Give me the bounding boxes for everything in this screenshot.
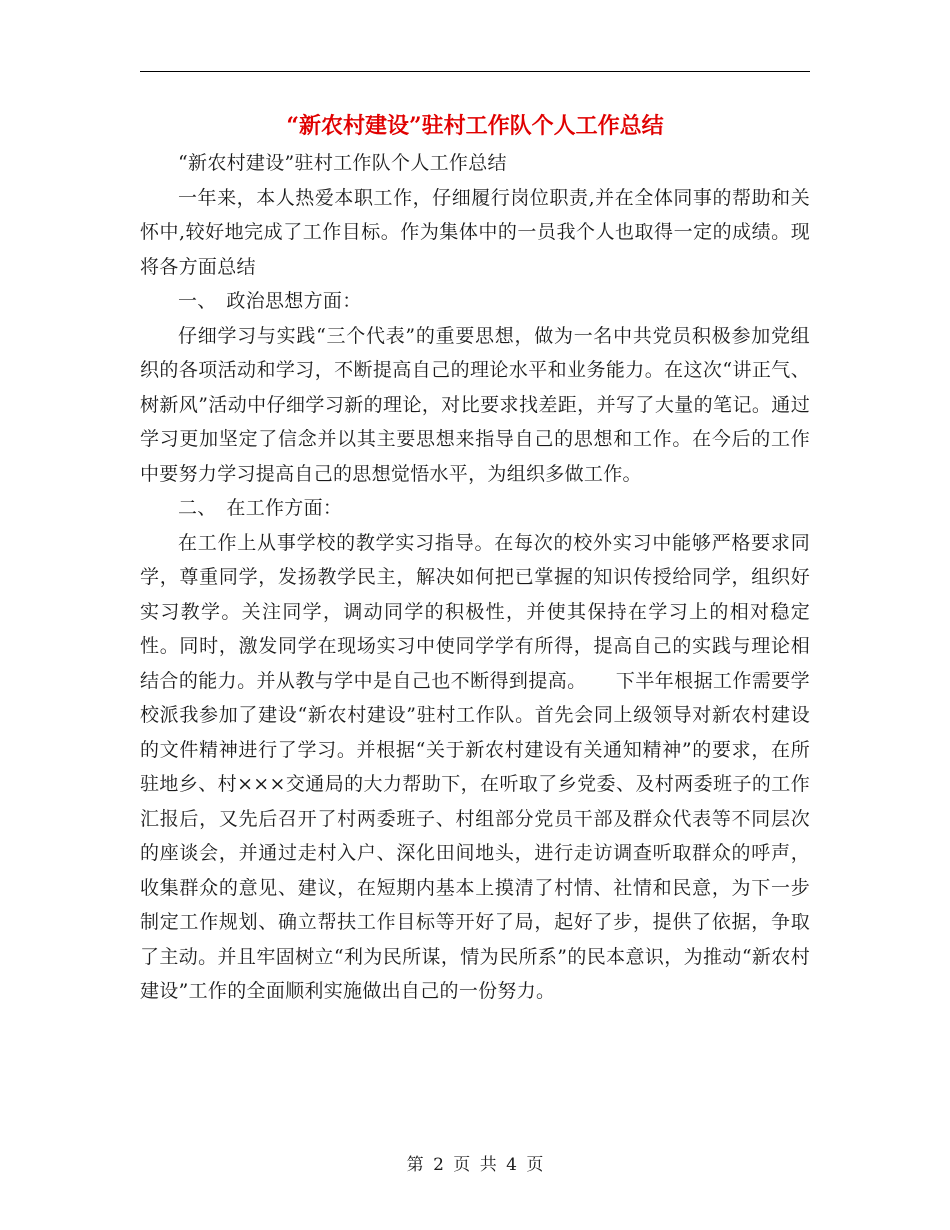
section-heading-political: 一、 政治思想方面：: [178, 290, 362, 312]
intro-paragraph: 一年来，本人热爱本职工作，仔细履行岗位职责,并在全体同事的帮助和关怀中,较好地完成了工作目标。作为集体中的一员我个人也取得一定的成绩。现将各方面总结: [140, 186, 810, 278]
footer-current-page: 2: [433, 1155, 444, 1175]
footer-page-word: 页: [453, 1155, 471, 1175]
footer-total-pages: 4: [506, 1155, 517, 1175]
section-heading-work: 二、 在工作方面：: [178, 497, 343, 519]
footer-suffix: 页: [526, 1155, 544, 1175]
footer-prefix: 第: [406, 1155, 424, 1175]
document-body: [140, 146, 810, 1009]
footer-total-word: 共: [479, 1155, 497, 1175]
page-footer: [0, 1153, 950, 1177]
work-paragraph: 在工作上从事学校的教学实习指导。在每次的校外实习中能够严格要求同学，尊重同学，发扬教学民主，解决如何把已掌握的知识传授给同学，组织好实习教学。关注同学，调动同学的积极性，并使其保持在学习上的相对稳定性。同时，激发同学在现场实习中使同学学有所得，提高自己的实践与理论相结合的能力。并从教与学中是自己也不断得到提高。 下半年根据工作需要学校派我参加了建设“新农村建设”驻村工作队。首先会同上级领导对新农村建设的文件精神进行了学习。并根据“关于新农村建设有关通知精神”的要求，在所驻地乡、村×××交通局的大力帮助下，在听取了乡党委、及村两委班子的工作汇报后，又先后召开了村两委班子、村组部分党员干部及群众代表等不同层次的座谈会，并通过走村入户、深化田间地头，进行走访调查听取群众的呼声，收集群众的意见、建议，在短期内基本上摸清了村情、社情和民意，为下一步制定工作规划、确立帮扶工作目标等开好了局，起好了步，提供了依据，争取了主动。并且牢固树立“利为民所谋，情为民所系”的民本意识，为推动“新农村建设”工作的全面顺利实施做出自己的一份努力。: [140, 531, 810, 1002]
document-title: “新农村建设”驻村工作队个人工作总结: [286, 113, 664, 139]
political-paragraph: 仔细学习与实践“三个代表”的重要思想，做为一名中共党员积极参加党组织的各项活动和学习，不断提高自己的理论水平和业务能力。在这次“讲正气、树新风”活动中仔细学习新的理论，对比要求找差距，并写了大量的笔记。通过学习更加坚定了信念并以其主要思想来指导自己的思想和工作。在今后的工作中要努力学习提高自己的思想觉悟水平，为组织多做工作。: [140, 324, 810, 485]
header-rule: [140, 71, 810, 72]
subtitle-paragraph: “新农村建设”驻村工作队个人工作总结: [178, 152, 507, 174]
